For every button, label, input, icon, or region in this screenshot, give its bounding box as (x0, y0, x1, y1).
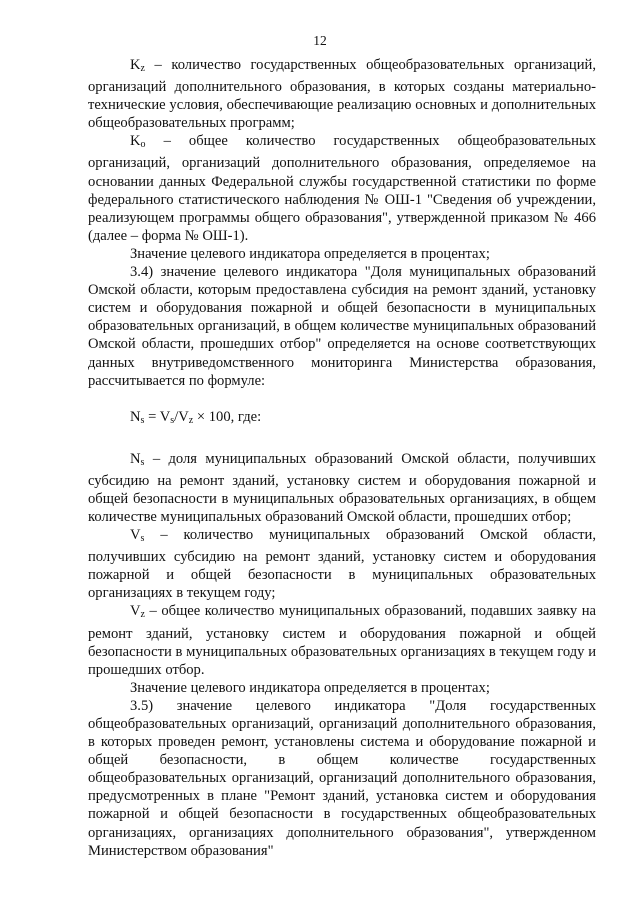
vz-definition (88, 602, 596, 678)
item-3-4: 3.4) значение целевого индикатора "Доля муниципальных образований Омской области, которым предоставлена субсидия на ремонт зданий, установку систем и оборудования пожарной и общей безопасности в муниципальных образовательных организаций, в общем количестве муниципальных образований Омской области, прошедших отбор" определяется на основе соответствующих данных внутриведомственного мониторинга Министерства образования, рассчитывается по формуле: (88, 264, 596, 389)
ns-definition (88, 450, 596, 526)
vz-text: – общее количество муниципальных образований, подавших заявку на ремонт зданий, установку систем и оборудования пожарной и общей безопасности в муниципальных образовательных организациях в текущем году и прошедших отбор. (88, 603, 596, 678)
vs-subscript: s (140, 533, 145, 545)
ko-subscript: o (140, 139, 146, 151)
ko-text: – общее количество государственных общеобразовательных организаций, организаций дополнительного образования, определяемое на основании данных Федеральной службы государственной статистики по форме федерального статистического наблюдения № ОШ-1 "Сведения об учреждении, реализующем программы общего образования", утвержденной приказом № 466 (далее – форма № ОШ-1). (88, 133, 596, 244)
kz-text: – количество государственных общеобразовательных организаций, организаций дополнительного образования, в которых созданы материально-технические условия, обеспечивающие реализацию основных и дополнительных общеобразовательных программ; (88, 57, 596, 132)
vz-subscript: z (140, 609, 145, 621)
formula-tail: × 100, где: (193, 408, 262, 425)
kz-symbol: K (130, 57, 141, 73)
ns-subscript: s (140, 456, 145, 468)
formula-n-sub: s (140, 414, 145, 426)
document-body (88, 56, 596, 860)
vs-symbol: V (130, 527, 141, 544)
ko-definition (88, 132, 596, 245)
formula-eq: = V (144, 408, 171, 425)
formula (88, 408, 596, 430)
formula-n: N (130, 408, 141, 425)
vs-text: – количество муниципальных образований Омской области, получивших субсидию на ремонт зданий, установку систем и оборудования пожарной и общей безопасности в муниципальных образовательных организациях в текущем году; (88, 527, 596, 602)
ns-symbol: N (130, 450, 141, 467)
page-number: 12 (313, 33, 327, 48)
ko-symbol: K (130, 133, 141, 150)
percent-note-2: Значение целевого индикатора определяется в процентах; (130, 679, 490, 696)
vs-definition (88, 526, 596, 602)
percent-note-1: Значение целевого индикатора определяется в процентах; (130, 245, 490, 262)
vz-symbol: V (130, 603, 141, 620)
kz-definition (88, 56, 596, 132)
kz-subscript: z (140, 63, 145, 74)
item-3-5: 3.5) значение целевого индикатора "Доля государственных общеобразовательных организаций, организаций дополнительного образования, в которых проведен ремонт, установлены система и оборудование пожарной и общей безопасности, в общем количестве государственных общеобразовательных организаций, организаций дополнительного образования, предусмотренных в плане "Ремонт зданий, установка систем и оборудования пожарной и общей безопасности в государственных общеобразовательных организациях, организациях дополнительного образования", утвержденном Министерством образования" (88, 697, 596, 859)
ns-text: – доля муниципальных образований Омской области, получивших субсидию на ремонт зданий, установку систем и оборудования пожарной и общей безопасности в муниципальных образовательных организациях, в общем количестве муниципальных образований Омской области, прошедших отбор; (88, 450, 596, 525)
formula-vz-sub: z (188, 414, 194, 426)
formula-vs-sub: s (170, 414, 175, 426)
formula-slash: /V (174, 408, 189, 425)
